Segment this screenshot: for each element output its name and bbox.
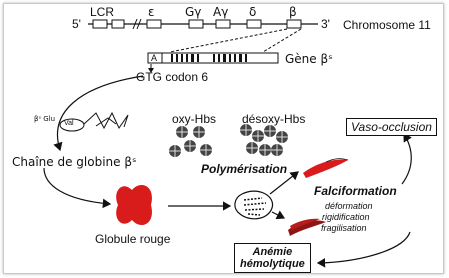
gene-label-epsilon: ε [148,5,155,19]
codon-label: GTG codon 6 [136,70,209,84]
gene-box-lcr [93,20,107,28]
gene-label-delta: δ [249,5,257,19]
five-prime-label: 5' [72,17,81,31]
chain-label: Chaîne de globine βˢ [12,155,137,169]
desoxy-hbs-label: désoxy-Hbs [242,112,306,126]
arrow-gene-to-chain [58,76,143,150]
arrow-to-anemie [318,232,410,263]
gene-label-beta: β [289,5,297,19]
gene-box-epsilon [147,20,161,28]
arrow-chain-to-rbc [44,168,110,204]
polymerisation-label: Polymérisation [201,162,288,176]
gene-box-a-gamma [216,20,230,28]
rigidification-label: rigidification [322,212,370,222]
globin-chain-sketch [84,113,128,128]
desoxy-hbs-cluster [240,124,288,156]
zoom-line-right [263,29,301,52]
oxy-hbs-label: oxy-Hbs [172,112,217,126]
red-blood-cell [116,185,152,225]
gene-box-lcr-2 [112,20,124,28]
val-label: Val [64,120,74,127]
gene-box-beta [287,20,301,28]
falciformation-label: Falciformation [314,184,397,198]
gene-box-g-gamma [189,20,203,28]
rbc-label: Globule rouge [95,232,171,246]
bs-glu-label: βˢ Glu [34,115,56,123]
deformation-label: déformation [325,201,373,211]
three-prime-label: 3' [321,17,330,31]
polymerized-cell [235,191,273,219]
gene-label-a-gamma: Aγ [213,5,229,19]
chromosome-name: Chromosome 11 [343,18,431,32]
anemie-line-1: Anémie [252,246,293,258]
gene-bs-label: Gène βˢ [285,52,333,66]
vaso-occlusion-box: Vaso-occlusion [346,118,437,136]
gene-label-g-gamma: Gγ [185,5,202,19]
gene-label-lcr: LCR [90,5,115,19]
mutation-marker: A [151,53,158,63]
oxy-hbs-spheres [169,126,212,157]
anemie-line-2: hémolytique [240,258,305,270]
fragilisation-label: fragilisation [321,223,367,233]
chromosome-map [88,19,318,29]
arrow-to-vaso-occlusion [402,134,411,184]
sickle-cell-upper [303,160,348,178]
arrow-polymer-to-sickle-down [272,212,284,218]
anemie-box [234,243,311,273]
gene-box-delta [247,20,261,28]
